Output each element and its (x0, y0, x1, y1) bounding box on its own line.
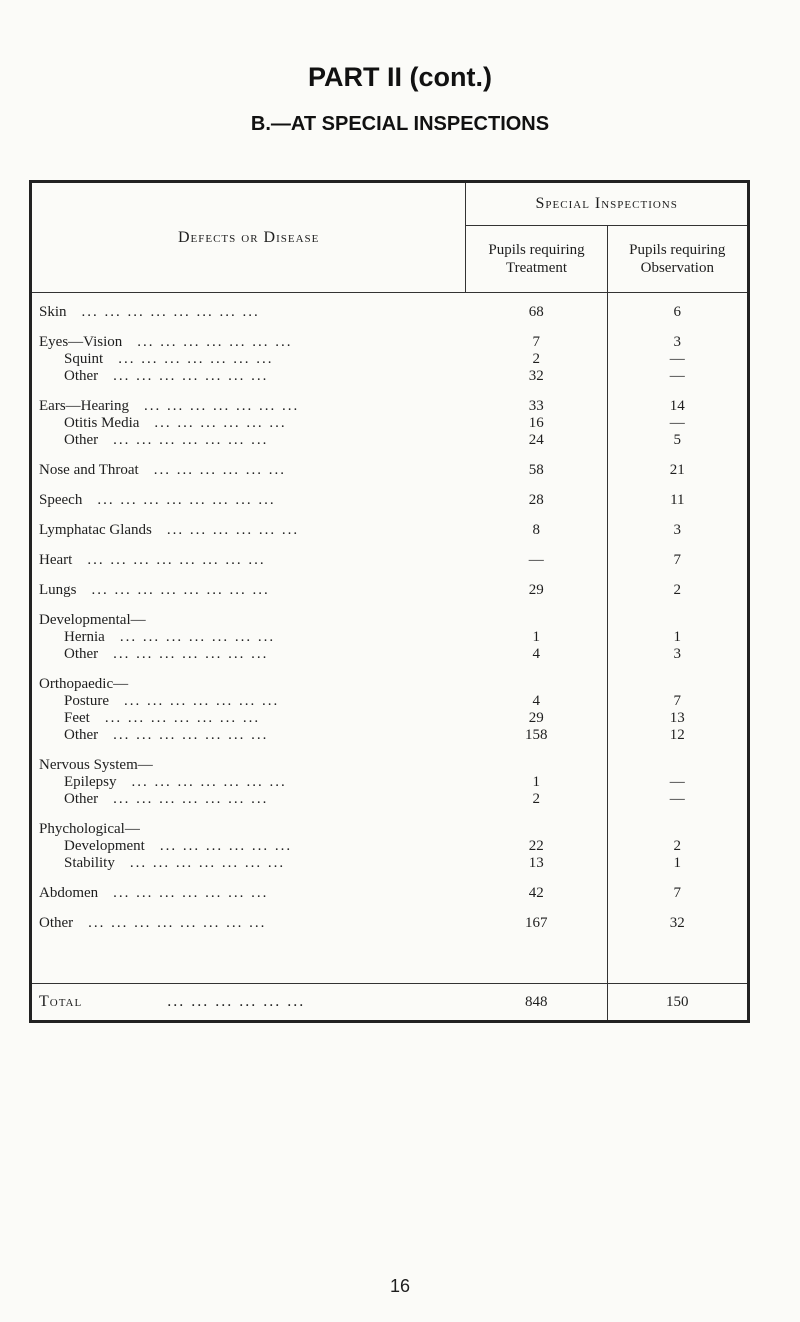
row-observation (607, 757, 748, 774)
row-label-cell (31, 351, 466, 368)
spacer-cell (607, 539, 748, 552)
row-leader-dots: ... ... ... ... ... ... ... (119, 629, 276, 645)
spacer-cell (31, 663, 466, 676)
row-label-cell (31, 710, 466, 727)
spacer-cell (466, 449, 607, 462)
row-label: Other (64, 368, 99, 384)
spacer-cell (607, 902, 748, 915)
table-row (31, 612, 749, 629)
row-observation: 6 (673, 304, 682, 320)
row-leader-dots: ... ... ... ... ... ... ... ... (88, 915, 267, 931)
row-label: Other (64, 646, 99, 662)
row-observation (607, 676, 748, 693)
spacer-cell (31, 293, 466, 305)
spacer-cell (31, 808, 466, 821)
row-label-cell (31, 727, 466, 744)
row-observation: — (669, 368, 685, 384)
row-label-cell (31, 821, 466, 838)
row-label: Squint (64, 351, 104, 367)
row-label: Otitis Media (64, 415, 140, 431)
row-observation: 2 (673, 838, 682, 854)
row-observation: 21 (669, 462, 685, 478)
row-label-cell (31, 676, 466, 693)
row-label: Lungs (39, 582, 77, 598)
header-defects: Defects or Disease (31, 182, 466, 293)
row-spacer (31, 599, 749, 612)
row-treatment: 32 (466, 368, 607, 385)
table-row (31, 821, 749, 838)
row-observation: 11 (670, 492, 685, 508)
row-label-cell (31, 368, 466, 385)
row-treatment (466, 612, 607, 629)
row-spacer (31, 385, 749, 398)
row-observation: — (669, 791, 685, 807)
table-row (31, 693, 749, 710)
row-observation: 3 (673, 334, 682, 350)
row-observation: 1 (673, 855, 682, 871)
row-treatment (466, 821, 607, 838)
spacer-cell (31, 872, 466, 885)
row-leader-dots: ... ... ... ... ... ... ... (113, 646, 269, 662)
row-observation: 7 (673, 693, 682, 709)
row-leader-dots: ... ... ... ... ... ... ... (124, 693, 280, 709)
spacer-cell (31, 902, 466, 915)
spacer-cell (607, 808, 748, 821)
spacer-cell (466, 293, 607, 305)
row-leader-dots: ... ... ... ... ... ... ... ... (81, 304, 260, 320)
row-observation: 14 (669, 398, 685, 414)
row-label: Orthopaedic— (39, 676, 129, 692)
spacer-cell (31, 539, 466, 552)
row-leader-dots: ... ... ... ... ... ... ... (113, 432, 269, 448)
row-treatment: 4 (466, 646, 607, 663)
spacer-cell (607, 872, 748, 885)
row-observation: 3 (673, 646, 682, 662)
row-observation (607, 612, 748, 629)
row-label: Speech (39, 492, 83, 508)
row-treatment: 13 (466, 855, 607, 872)
row-treatment: — (466, 552, 607, 569)
row-treatment: 28 (466, 492, 607, 509)
row-label-cell (31, 552, 466, 569)
spacer-cell (31, 321, 466, 334)
table-row (31, 368, 749, 385)
table-row (31, 855, 749, 872)
row-label-cell (31, 885, 466, 902)
row-observation (607, 821, 748, 838)
row-label-cell (31, 582, 466, 599)
row-observation: — (669, 351, 685, 367)
table-row (31, 710, 749, 727)
row-leader-dots: ... ... ... ... ... ... ... (137, 334, 293, 350)
row-treatment: 1 (466, 629, 607, 646)
row-spacer (31, 479, 749, 492)
row-label-cell (31, 855, 466, 872)
row-treatment: 167 (466, 915, 607, 932)
table-row (31, 522, 749, 539)
spacer-cell (466, 902, 607, 915)
row-label: Other (39, 915, 74, 931)
table-row (31, 629, 749, 646)
row-treatment: 2 (466, 791, 607, 808)
row-treatment (466, 676, 607, 693)
row-label-cell (31, 462, 466, 479)
row-treatment: 24 (466, 432, 607, 449)
total-row (31, 984, 749, 1022)
section-title: B.—AT SPECIAL INSPECTIONS (250, 113, 550, 135)
row-label-cell (31, 838, 466, 855)
row-label: Heart (39, 552, 73, 568)
row-label: Other (64, 791, 99, 807)
spacer-cell (607, 744, 748, 757)
row-leader-dots: ... ... ... ... ... ... ... (129, 855, 286, 871)
total-observation: 150 (607, 984, 748, 1022)
spacer-cell (466, 479, 607, 492)
header-observation: Pupils requiring Observation (607, 226, 748, 293)
row-spacer (31, 539, 749, 552)
spacer-cell (31, 385, 466, 398)
row-observation: 32 (669, 915, 685, 931)
row-label-cell (31, 915, 466, 932)
total-treatment: 848 (466, 984, 607, 1022)
row-spacer (31, 872, 749, 885)
row-observation: 12 (669, 727, 685, 743)
row-label: Development (64, 838, 145, 854)
row-spacer (31, 449, 749, 462)
spacer-cell (607, 663, 748, 676)
table-row (31, 304, 749, 321)
row-treatment: 58 (466, 462, 607, 479)
spacer-cell (466, 599, 607, 612)
row-label: Lymphatac Glands (39, 522, 152, 538)
header-treatment: Pupils requiring Treatment (466, 226, 607, 293)
row-label-cell (31, 398, 466, 415)
spacer-cell (31, 449, 466, 462)
row-observation: 1 (673, 629, 682, 645)
row-observation: 3 (673, 522, 682, 538)
table-row (31, 334, 749, 351)
table-row (31, 757, 749, 774)
total-label: Total (39, 993, 83, 1010)
table-row (31, 582, 749, 599)
spacer-cell (31, 479, 466, 492)
row-label-cell (31, 646, 466, 663)
spacer-cell (466, 808, 607, 821)
row-label: Epilepsy (64, 774, 117, 790)
row-label: Feet (64, 710, 90, 726)
row-leader-dots: ... ... ... ... ... ... ... (113, 368, 269, 384)
table-row (31, 492, 749, 509)
row-observation: 7 (673, 552, 682, 568)
row-label: Eyes—Vision (39, 334, 123, 350)
row-observation: 7 (673, 885, 682, 901)
row-treatment: 2 (466, 351, 607, 368)
row-label-cell (31, 612, 466, 629)
table-row (31, 727, 749, 744)
row-leader-dots: ... ... ... ... ... ... (159, 838, 293, 854)
spacer-cell (31, 932, 466, 984)
part-title: PART II (cont.) (308, 62, 492, 92)
table-row (31, 646, 749, 663)
row-leader-dots: ... ... ... ... ... ... ... (143, 398, 300, 414)
row-spacer (31, 902, 749, 915)
table-row (31, 774, 749, 791)
row-treatment: 29 (466, 710, 607, 727)
row-treatment: 42 (466, 885, 607, 902)
row-spacer (31, 569, 749, 582)
spacer-cell (466, 744, 607, 757)
row-label: Ears—Hearing (39, 398, 129, 414)
spacer-cell (31, 569, 466, 582)
row-label-cell (31, 774, 466, 791)
row-treatment: 22 (466, 838, 607, 855)
table-row (31, 838, 749, 855)
row-observation: — (669, 415, 685, 431)
page-number: 16 (389, 1276, 411, 1296)
table-row (31, 398, 749, 415)
header-special-inspections: Special Inspections (466, 182, 749, 226)
row-label: Stability (64, 855, 115, 871)
row-label: Hernia (64, 629, 105, 645)
row-leader-dots: ... ... ... ... ... ... ... (118, 351, 274, 367)
row-leader-dots: ... ... ... ... ... ... ... (113, 885, 269, 901)
spacer-cell (466, 321, 607, 334)
row-label-cell (31, 432, 466, 449)
row-spacer (31, 509, 749, 522)
spacer-cell (31, 744, 466, 757)
row-spacer (31, 932, 749, 984)
table-row (31, 432, 749, 449)
row-leader-dots: ... ... ... ... ... ... (166, 522, 300, 538)
spacer-cell (31, 599, 466, 612)
row-label: Nose and Throat (39, 462, 139, 478)
row-spacer (31, 293, 749, 305)
table-body (31, 293, 749, 1022)
row-spacer (31, 744, 749, 757)
row-leader-dots: ... ... ... ... ... ... ... (104, 710, 261, 726)
row-observation: 13 (669, 710, 685, 726)
row-treatment: 33 (466, 398, 607, 415)
row-spacer (31, 808, 749, 821)
row-label: Other (64, 727, 99, 743)
row-label: Nervous System— (39, 757, 153, 773)
row-leader-dots: ... ... ... ... ... ... ... (113, 791, 269, 807)
spacer-cell (466, 872, 607, 885)
row-label: Other (64, 432, 99, 448)
table-row (31, 351, 749, 368)
spacer-cell (607, 569, 748, 582)
spacer-cell (607, 293, 748, 305)
row-label: Posture (64, 693, 109, 709)
row-observation: 5 (673, 432, 682, 448)
row-leader-dots: ... ... ... ... ... ... ... ... (97, 492, 276, 508)
row-label-cell (31, 693, 466, 710)
row-label-cell (31, 757, 466, 774)
row-observation: — (669, 774, 685, 790)
row-spacer (31, 663, 749, 676)
spacer-cell (607, 385, 748, 398)
spacer-cell (607, 449, 748, 462)
row-treatment: 158 (466, 727, 607, 744)
inspections-table (29, 180, 750, 1023)
spacer-cell (607, 599, 748, 612)
total-label-cell (31, 984, 466, 1022)
table-row (31, 885, 749, 902)
spacer-cell (466, 539, 607, 552)
row-observation: 2 (673, 582, 682, 598)
row-treatment: 68 (466, 304, 607, 321)
row-label: Skin (39, 304, 67, 320)
row-treatment: 7 (466, 334, 607, 351)
row-treatment: 29 (466, 582, 607, 599)
spacer-cell (607, 479, 748, 492)
table-row (31, 552, 749, 569)
row-leader-dots: ... ... ... ... ... ... ... (131, 774, 287, 790)
row-label: Phychological— (39, 821, 140, 837)
row-label-cell (31, 629, 466, 646)
total-leader-dots: ... ... ... ... ... ... (167, 993, 306, 1010)
row-label: Developmental— (39, 612, 146, 628)
row-leader-dots: ... ... ... ... ... ... (154, 415, 287, 431)
spacer-cell (466, 509, 607, 522)
row-treatment: 8 (466, 522, 607, 539)
row-label-cell (31, 304, 466, 321)
spacer-cell (466, 932, 607, 984)
spacer-cell (607, 932, 748, 984)
row-treatment: 4 (466, 693, 607, 710)
table-row (31, 791, 749, 808)
row-label-cell (31, 522, 466, 539)
row-label: Abdomen (39, 885, 99, 901)
table-row (31, 415, 749, 432)
row-spacer (31, 321, 749, 334)
table-row (31, 915, 749, 932)
table-row (31, 676, 749, 693)
spacer-cell (607, 321, 748, 334)
spacer-cell (31, 509, 466, 522)
row-leader-dots: ... ... ... ... ... ... ... ... (87, 552, 266, 568)
row-leader-dots: ... ... ... ... ... ... ... ... (91, 582, 270, 598)
row-label-cell (31, 492, 466, 509)
row-leader-dots: ... ... ... ... ... ... (153, 462, 286, 478)
table-row (31, 462, 749, 479)
spacer-cell (466, 569, 607, 582)
row-treatment: 16 (466, 415, 607, 432)
row-treatment (466, 757, 607, 774)
row-treatment: 1 (466, 774, 607, 791)
row-label-cell (31, 334, 466, 351)
row-leader-dots: ... ... ... ... ... ... ... (113, 727, 269, 743)
spacer-cell (607, 509, 748, 522)
spacer-cell (466, 663, 607, 676)
row-label-cell (31, 415, 466, 432)
row-label-cell (31, 791, 466, 808)
spacer-cell (466, 385, 607, 398)
